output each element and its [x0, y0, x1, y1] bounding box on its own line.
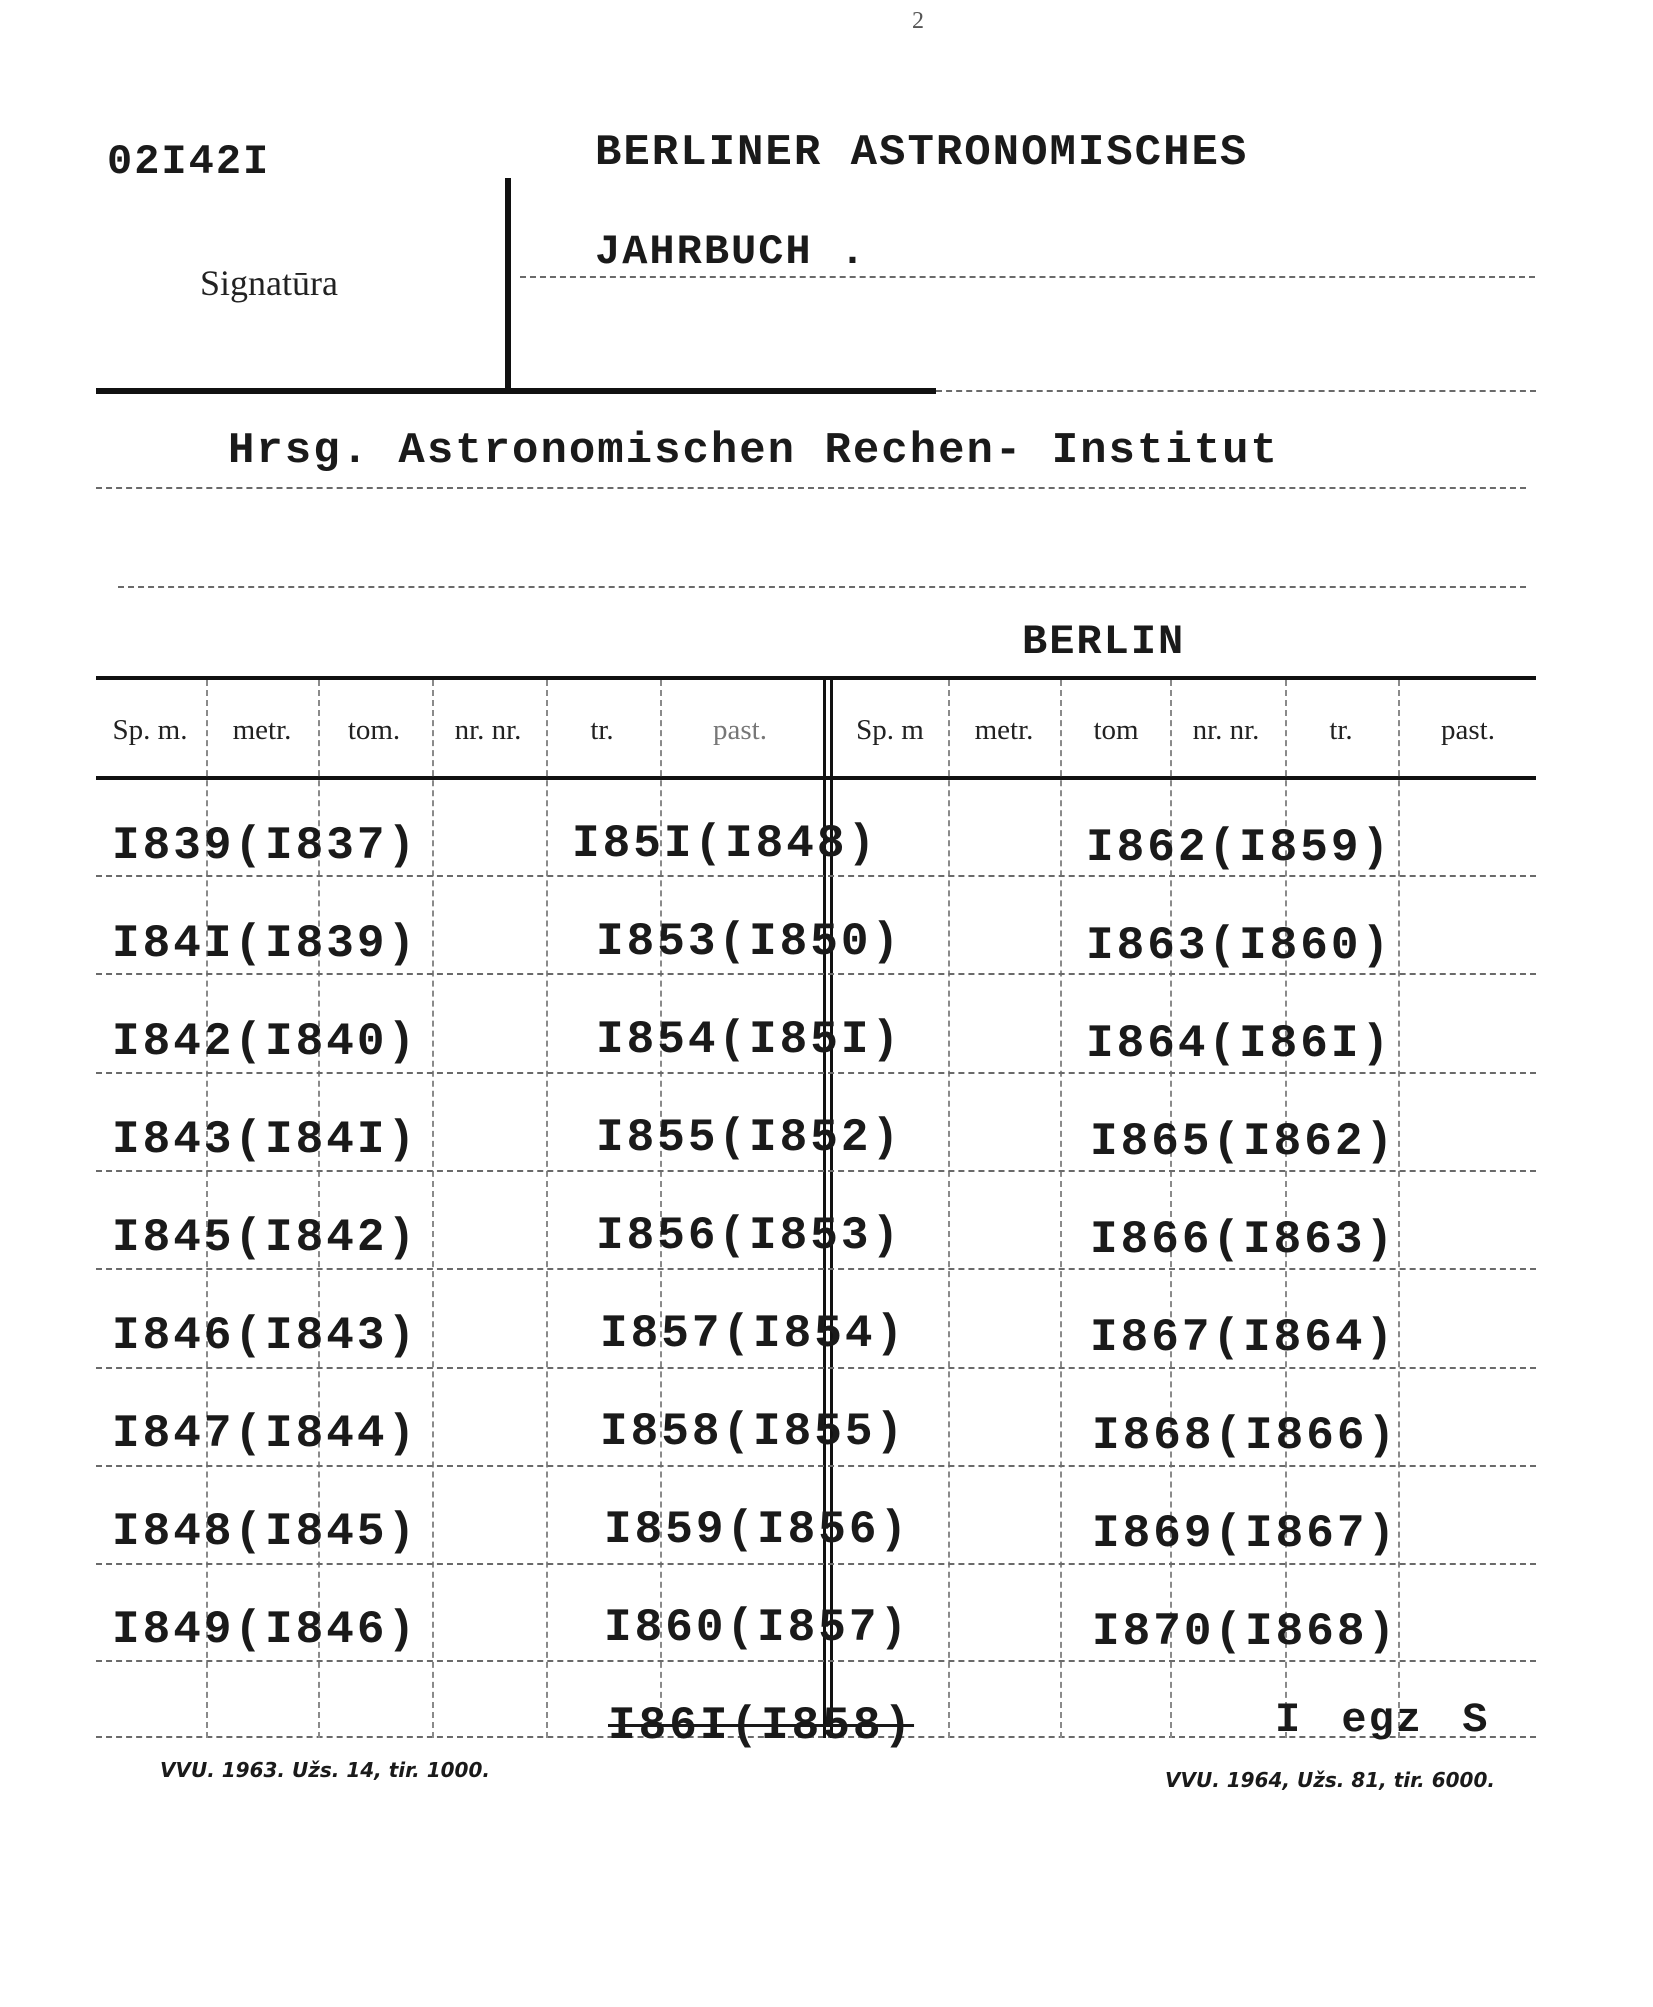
- volume-entry: I855(I852): [596, 1112, 903, 1164]
- header-nr-nr-right: nr. nr.: [1192, 714, 1260, 746]
- row-line: [96, 1465, 1536, 1467]
- column-divider: [948, 680, 950, 1738]
- volume-entry: I859(I856): [604, 1504, 911, 1556]
- volume-entry: I857(I854): [600, 1308, 907, 1360]
- volume-entry: I853(I850): [596, 916, 903, 968]
- title-line-2: JAHRBUCH .: [595, 228, 868, 276]
- volume-entry: I847(I844): [112, 1408, 419, 1460]
- volume-entry: I854(I85I): [596, 1014, 903, 1066]
- header-nr-nr: nr. nr.: [454, 714, 522, 746]
- place-label: BERLIN: [1022, 618, 1186, 666]
- volume-entry: I84I(I839): [112, 918, 419, 970]
- publisher-underline: [96, 487, 1526, 489]
- header-sp-m-right: Sp. m: [856, 714, 924, 746]
- volume-entry: I839(I837): [112, 820, 419, 872]
- header-bottom-rule-continued: [936, 390, 1536, 392]
- volume-entry: I864(I86I): [1086, 1018, 1393, 1070]
- volume-entry: I846(I843): [112, 1310, 419, 1362]
- volume-entry-struck: I86I(I858): [608, 1700, 915, 1752]
- blank-line: [118, 586, 1526, 588]
- volume-entry: I868(I866): [1092, 1410, 1399, 1462]
- column-divider: [1060, 680, 1062, 1738]
- volume-entry: I858(I855): [600, 1406, 907, 1458]
- header-tr: tr.: [590, 714, 614, 746]
- volume-entry: I849(I846): [112, 1604, 419, 1656]
- volume-entry: I842(I840): [112, 1016, 419, 1068]
- volume-entry: I845(I842): [112, 1212, 419, 1264]
- header-past-right: past.: [1441, 714, 1495, 746]
- header-vertical-divider: [505, 178, 511, 388]
- volume-entry: I865(I862): [1090, 1116, 1397, 1168]
- header-tom-right: tom: [1093, 714, 1139, 746]
- volume-entry: I870(I868): [1092, 1606, 1399, 1658]
- header-tr-right: tr.: [1329, 714, 1353, 746]
- signature-label: Signatūra: [200, 263, 338, 303]
- header-metr-right: metr.: [974, 714, 1034, 746]
- volume-entry: I860(I857): [604, 1602, 911, 1654]
- table-top-rule: [96, 676, 1536, 680]
- column-divider: [546, 680, 548, 1738]
- row-line: [96, 1170, 1536, 1172]
- volume-entry: I867(I864): [1090, 1312, 1397, 1364]
- column-divider: [432, 680, 434, 1738]
- row-line: [96, 1367, 1536, 1369]
- header-bottom-rule: [96, 388, 936, 394]
- copies-note: I egz S: [1275, 1696, 1490, 1744]
- header-past: past.: [713, 714, 767, 746]
- column-divider: [1398, 680, 1400, 1738]
- volume-entry: I869(I867): [1092, 1508, 1399, 1560]
- publisher-line: Hrsg. Astronomischen Rechen- Institut: [228, 426, 1279, 476]
- header-sp-m: Sp. m.: [112, 714, 188, 746]
- volume-entry: I85I(I848): [572, 818, 879, 870]
- row-line: [96, 1563, 1536, 1565]
- page-mark: 2: [912, 8, 924, 34]
- printer-stamp-right: VVU. 1964, Užs. 81, tir. 6000.: [1165, 1768, 1495, 1792]
- header-metr: metr.: [232, 714, 292, 746]
- row-line: [96, 973, 1536, 975]
- row-line: [96, 1660, 1536, 1662]
- title-underline: [520, 276, 1535, 278]
- volume-entry: I862(I859): [1086, 822, 1393, 874]
- header-tom: tom.: [347, 714, 401, 746]
- title-line-1: BERLINER ASTRONOMISCHES: [595, 128, 1249, 178]
- volume-entry: I843(I84I): [112, 1114, 419, 1166]
- catalog-id: 02I42I: [107, 138, 271, 186]
- volume-entry: I866(I863): [1090, 1214, 1397, 1266]
- volume-entry: I856(I853): [596, 1210, 903, 1262]
- table-header-rule: [96, 776, 1536, 780]
- row-line: [96, 1072, 1536, 1074]
- row-line: [96, 875, 1536, 877]
- volume-entry: I848(I845): [112, 1506, 419, 1558]
- row-line: [96, 1268, 1536, 1270]
- printer-stamp-left: VVU. 1963. Užs. 14, tir. 1000.: [160, 1758, 490, 1782]
- volume-entry: I863(I860): [1086, 920, 1393, 972]
